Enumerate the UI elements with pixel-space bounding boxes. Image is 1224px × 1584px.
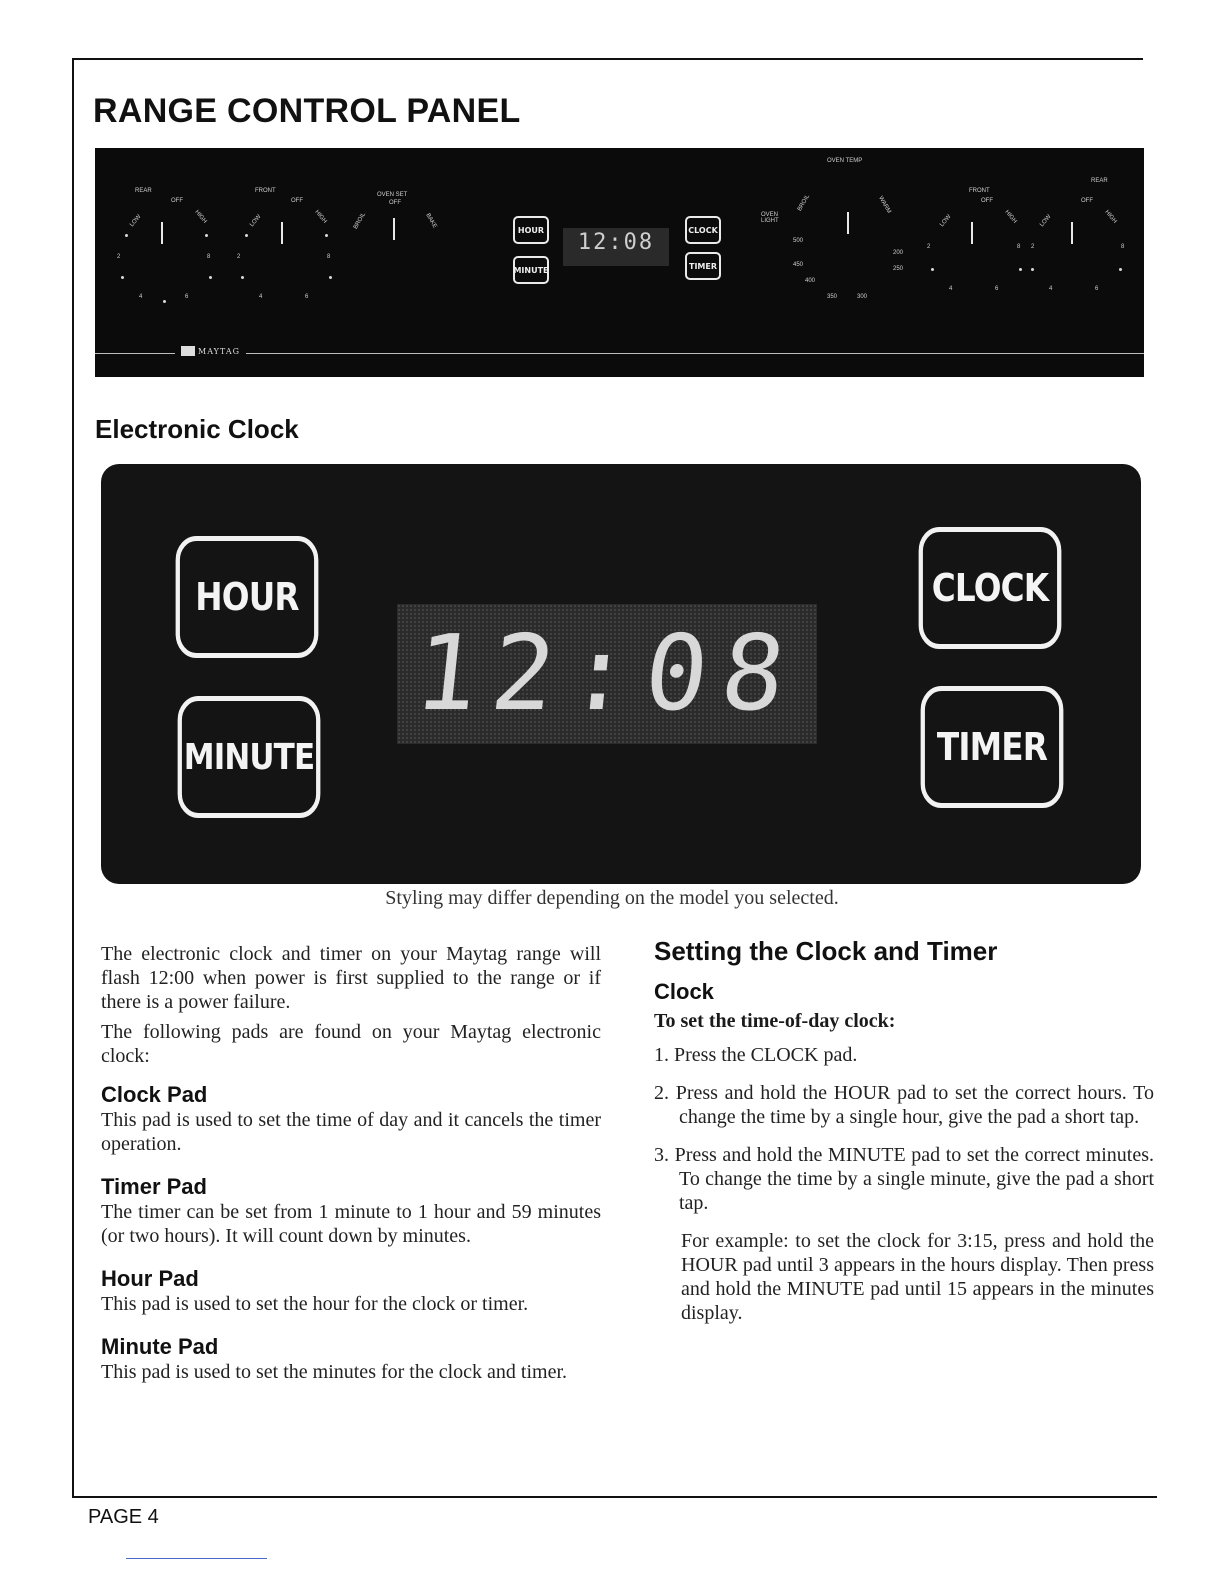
temp-mark: 350 — [827, 294, 838, 300]
mini-clock-pad: CLOCK — [685, 216, 721, 244]
mini-minute-pad: MINUTE — [513, 256, 549, 284]
timer-pad-heading: Timer Pad — [101, 1174, 207, 1199]
image-caption: Styling may differ depending on the model you selected. — [385, 887, 839, 909]
knob-indicator — [161, 222, 163, 244]
knob-mark: 6 — [1095, 286, 1099, 292]
brand-name: MAYTAG — [198, 346, 240, 356]
oven-light: OVEN LIGHT — [761, 212, 779, 224]
knob-high: HIGH — [1103, 209, 1118, 225]
minute-pad-text: This pad is used to set the minutes for the clock and timer. — [101, 1361, 568, 1383]
knob-off: OFF — [389, 200, 401, 206]
knob-mark: 4 — [1049, 286, 1053, 292]
knob-mark: 4 — [139, 294, 143, 300]
clock-lead: To set the time-of-day clock: — [654, 1010, 896, 1032]
timer-pad-text: The timer can be set from 1 minute to 1 hour and 59 minutes (or two hours). It will count down by minutes. — [101, 1201, 601, 1247]
knob-mark: 2 — [237, 254, 241, 260]
knob-mark: 6 — [995, 286, 999, 292]
knob-label: REAR — [135, 188, 152, 194]
knob-indicator — [393, 218, 395, 240]
panel-trim-line — [95, 353, 1144, 354]
knob-off: OFF — [171, 198, 183, 204]
knob-bake: BAKE — [424, 212, 438, 230]
knob-rear-right — [1031, 178, 1135, 318]
hour-pad: HOUR — [176, 536, 319, 658]
example-paragraph: For example: to set the clock for 3:15, press and hold the HOUR pad until 3 appears in the hours display. Then press and hold the MINUTE pad until 15 appears in the minutes display. — [681, 1230, 1154, 1324]
hour-pad-heading: Hour Pad — [101, 1266, 199, 1291]
knob-mark: 8 — [327, 254, 331, 260]
knob-oven-set — [352, 178, 455, 258]
knob-mark: 2 — [117, 254, 121, 260]
knob-label: OVEN SET — [377, 192, 408, 198]
brand-logo — [175, 346, 246, 356]
setting-clock-timer-heading: Setting the Clock and Timer — [654, 936, 998, 966]
temp-mark: 450 — [793, 262, 804, 268]
intro-paragraph: The following pads are found on your Maytag electronic clock: — [101, 1021, 601, 1067]
minute-pad: MINUTE — [178, 696, 321, 818]
temp-mark: 250 — [893, 266, 904, 272]
minute-pad-heading: Minute Pad — [101, 1334, 219, 1359]
knob-indicator — [847, 212, 849, 234]
knob-high: HIGH — [193, 209, 208, 225]
knob-high: HIGH — [1003, 209, 1018, 225]
knob-mark: 8 — [207, 254, 211, 260]
knob-indicator — [1071, 222, 1073, 244]
range-control-panel-image — [95, 148, 1144, 377]
clock-display-digits: 12:08 — [409, 612, 805, 734]
top-rule — [72, 58, 1143, 60]
mini-display — [563, 228, 669, 266]
knob-oven-temp — [761, 158, 925, 318]
temp-mark: 300 — [857, 294, 868, 300]
step-item: 3. Press and hold the MINUTE pad to set the correct minutes. To change the time by a single minute, give the pad a short tap. — [654, 1144, 1154, 1214]
page-title: RANGE CONTROL PANEL — [93, 92, 521, 130]
knob-front-right — [927, 178, 1035, 318]
electronic-clock-image — [101, 464, 1141, 884]
knob-mark: 2 — [927, 244, 931, 250]
mini-hour-pad: HOUR — [513, 216, 549, 244]
brand-mark-icon — [181, 346, 195, 356]
knob-broil: BROIL — [796, 193, 812, 213]
knob-rear-left — [117, 178, 225, 318]
clock-pad: CLOCK — [919, 527, 1062, 649]
knob-front-left — [237, 178, 345, 318]
knob-off: OFF — [981, 198, 993, 204]
left-column — [101, 942, 601, 1390]
clock-steps — [654, 1043, 1154, 1215]
page-number: PAGE 4 — [88, 1506, 159, 1528]
clock-pad-heading: Clock Pad — [101, 1082, 208, 1107]
knob-mark: 6 — [305, 294, 309, 300]
knob-label: FRONT — [969, 188, 990, 194]
temp-mark: 400 — [805, 278, 816, 284]
knob-mark: 4 — [259, 294, 263, 300]
intro-paragraph: The electronic clock and timer on your Maytag range will flash 12:00 when power is first supplied to the range or if there is a power failure. — [101, 943, 601, 1013]
temp-mark: 500 — [793, 238, 804, 244]
footer-link-line — [126, 1558, 267, 1559]
mini-timer-pad: TIMER — [685, 252, 721, 280]
left-rule — [72, 58, 74, 1498]
knob-high: HIGH — [313, 209, 328, 225]
clock-display — [397, 604, 817, 744]
clock-pad-text: This pad is used to set the time of day and it cancels the timer operation. — [101, 1109, 601, 1155]
knob-low: LOW — [939, 213, 953, 229]
right-column — [654, 936, 1154, 1331]
knob-low: LOW — [1039, 213, 1053, 229]
step-item: 2. Press and hold the HOUR pad to set the correct hours. To change the time by a single hour, give the pad a short tap. — [654, 1082, 1154, 1128]
knob-label: REAR — [1091, 178, 1108, 184]
temp-mark: 200 — [893, 250, 904, 256]
knob-mark: 4 — [949, 286, 953, 292]
step-item: 1. Press the CLOCK pad. — [654, 1044, 858, 1066]
knob-mark: 8 — [1121, 244, 1125, 250]
knob-broil: BROIL — [352, 211, 368, 231]
knob-indicator — [971, 222, 973, 244]
hour-pad-text: This pad is used to set the hour for the clock or timer. — [101, 1293, 529, 1315]
timer-pad: TIMER — [921, 686, 1064, 808]
knob-mark: 2 — [1031, 244, 1035, 250]
bottom-rule — [72, 1496, 1157, 1498]
knob-warm: WARM — [877, 195, 892, 215]
mini-display-digits: 12:08 — [577, 230, 655, 255]
electronic-clock-heading: Electronic Clock — [95, 414, 299, 444]
knob-off: OFF — [291, 198, 303, 204]
knob-indicator — [281, 222, 283, 244]
knob-mark: 6 — [185, 294, 189, 300]
knob-label: FRONT — [255, 188, 276, 194]
knob-label: OVEN TEMP — [827, 158, 863, 164]
knob-mark: 8 — [1017, 244, 1021, 250]
knob-low: LOW — [129, 213, 143, 229]
knob-off: OFF — [1081, 198, 1093, 204]
knob-low: LOW — [249, 213, 263, 229]
clock-subheading: Clock — [654, 979, 714, 1004]
